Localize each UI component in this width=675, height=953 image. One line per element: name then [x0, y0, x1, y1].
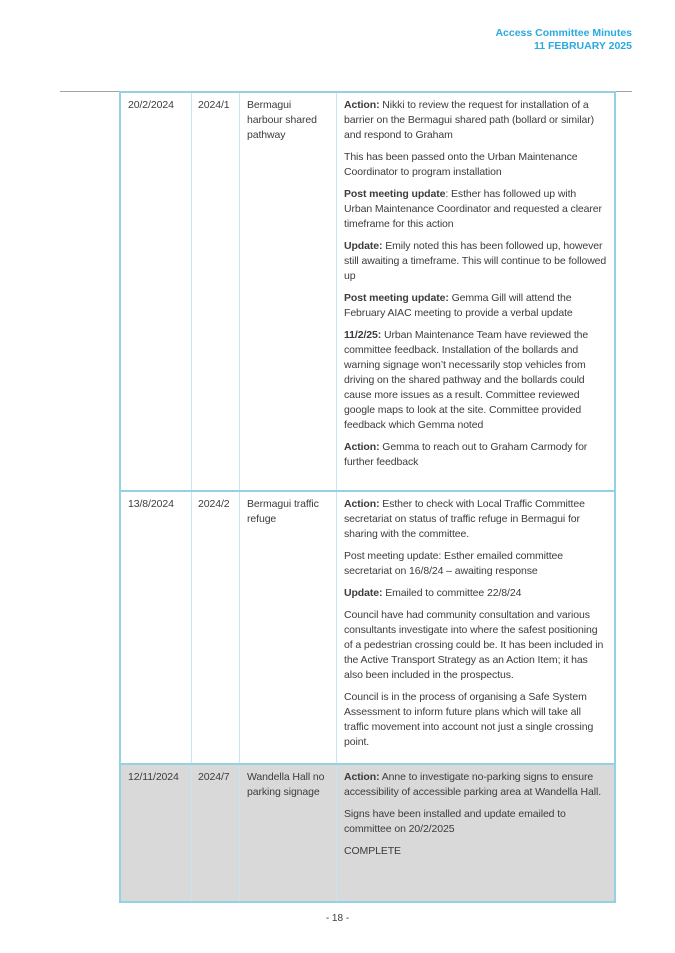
action-paragraph: Update: Emailed to committee 22/8/24: [344, 587, 522, 599]
action-cell: [337, 93, 614, 490]
topic-cell: Bermagui harbour shared pathway: [240, 93, 337, 490]
action-cell: [337, 765, 614, 901]
table-row: [121, 492, 614, 765]
action-paragraph: Action: Anne to investigate no-parking signs to ensure accessibility of accessible parking area at Wandella Hall.: [344, 771, 602, 798]
action-paragraph: Action: Gemma to reach out to Graham Carmody for further feedback: [344, 441, 588, 468]
page-number: - 18 -: [325, 913, 350, 924]
action-paragraph: Signs have been installed and update emailed to committee on 20/2/2025: [344, 808, 566, 835]
ref-cell: 2024/1: [192, 93, 240, 490]
date-cell: 13/8/2024: [121, 492, 192, 763]
action-paragraph: 11/2/25: Urban Maintenance Team have reviewed the committee feedback. Installation of the bollards and warning signage won’t necessarily stop vehicles from driving on the shared pathway and the bollards could cause more issues as a result. Committee reviewed google maps to look at the site. Committee provided feedback which Gemma noted: [344, 329, 589, 431]
ref-cell: 2024/7: [192, 765, 240, 901]
action-paragraph: Action: Nikki to review the request for installation of a barrier on the Bermagui shared path (bollard or similar) and respond to Graham: [344, 99, 595, 141]
action-paragraph: Post meeting update: Esther emailed committee secretariat on 16/8/24 – awaiting response: [344, 550, 564, 577]
action-paragraph: This has been passed onto the Urban Maintenance Coordinator to program installation: [344, 151, 578, 178]
action-cell: [337, 492, 614, 763]
ref-cell: 2024/2: [192, 492, 240, 763]
action-paragraph: Update: Emily noted this has been followed up, however still awaiting a timeframe. This will continue to be followed up: [344, 240, 607, 282]
table-row: [121, 765, 614, 901]
date-cell: 12/11/2024: [121, 765, 192, 901]
action-paragraph: Post meeting update: Gemma Gill will attend the February AIAC meeting to provide a verbal update: [344, 292, 573, 319]
action-paragraph: Action: Esther to check with Local Traffic Committee secretariat on status of traffic refuge in Bermagui for sharing with the committee.: [344, 498, 585, 540]
topic-cell: Wandella Hall no parking signage: [240, 765, 337, 901]
table-row: [121, 93, 614, 492]
header-date: 11 FEBRUARY 2025: [533, 40, 632, 52]
action-paragraph: Post meeting update: Esther has followed up with Urban Maintenance Coordinator and requested a clearer timeframe for this action: [344, 188, 602, 230]
action-paragraph: Council is in the process of organising a Safe System Assessment to inform future plans which will take all traffic movement into account not just a single crossing point.: [344, 691, 594, 748]
action-paragraph: COMPLETE: [344, 845, 401, 857]
page-header: [495, 27, 632, 53]
header-title: Access Committee Minutes: [495, 27, 632, 39]
action-items-table: [119, 91, 616, 903]
date-cell: 20/2/2024: [121, 93, 192, 490]
action-paragraph: Council have had community consultation and various consultants investigate into where the safest positioning of a pedestrian crossing could be. It has been included in the Active Transport Strategy as an Action Item; it has also been included in the prospectus.: [344, 609, 604, 681]
topic-cell: Bermagui traffic refuge: [240, 492, 337, 763]
